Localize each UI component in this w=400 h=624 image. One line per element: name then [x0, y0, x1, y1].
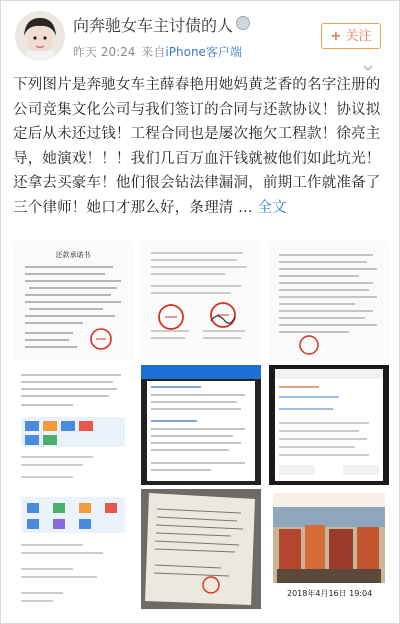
image-contract-signature-page[interactable] [141, 241, 261, 361]
doc-title: 还款承诺书 [55, 251, 91, 259]
image-grid [13, 241, 389, 613]
app-thumbnail [269, 365, 389, 485]
app-thumbnail [141, 365, 261, 485]
image-street-photo[interactable] [269, 489, 389, 609]
image-app-screenshot-list[interactable] [13, 365, 133, 485]
username[interactable] [73, 13, 250, 36]
image-app-menu-screenshot[interactable] [13, 489, 133, 609]
image-contact-screenshot[interactable] [269, 365, 389, 485]
username-text: 向奔驰女车主讨债的人 [73, 16, 234, 35]
document-thumbnail [269, 241, 389, 361]
expand-full-text-link[interactable]: 全文 [257, 199, 287, 216]
post-text: 下列图片是奔驰女车主薛春艳用她妈黄芝香的名字注册的公司竞集文化公司与我们签订的合同与还款协议！协议拟定后从未还过钱！工程合同也是屡次拖欠工程款！徐亮主导，她演戏！！！我们几百万血汗钱就被他们如此坑光！还拿去买豪车！他们很会钻法律漏洞，前期工作就准备了三个律师！她口才那么好，条理清 ... [13, 77, 381, 216]
follow-button[interactable] [321, 23, 381, 49]
plus-icon: + [330, 29, 342, 44]
avatar-image [15, 11, 65, 61]
photo-timestamp: 2018年4月16日 19:04 [287, 589, 373, 598]
image-agreement-document[interactable] [269, 241, 389, 361]
verified-badge-icon [236, 16, 250, 30]
source-prefix: 来自 [141, 45, 166, 59]
avatar[interactable] [15, 11, 65, 61]
app-thumbnail [13, 365, 133, 485]
photo-thumbnail [141, 489, 261, 609]
post-body [13, 73, 389, 220]
chevron-down-icon[interactable] [363, 63, 373, 73]
post-meta [73, 43, 242, 60]
document-thumbnail [13, 241, 133, 361]
post-time: 昨天 20:24 [73, 45, 136, 59]
follow-label: 关注 [345, 29, 372, 44]
image-company-info-screenshot[interactable] [141, 365, 261, 485]
app-thumbnail [13, 489, 133, 609]
document-thumbnail [141, 241, 261, 361]
image-paper-photo[interactable] [141, 489, 261, 609]
source-client-link[interactable]: iPhone客户端 [165, 45, 242, 59]
image-repayment-document[interactable] [13, 241, 133, 361]
